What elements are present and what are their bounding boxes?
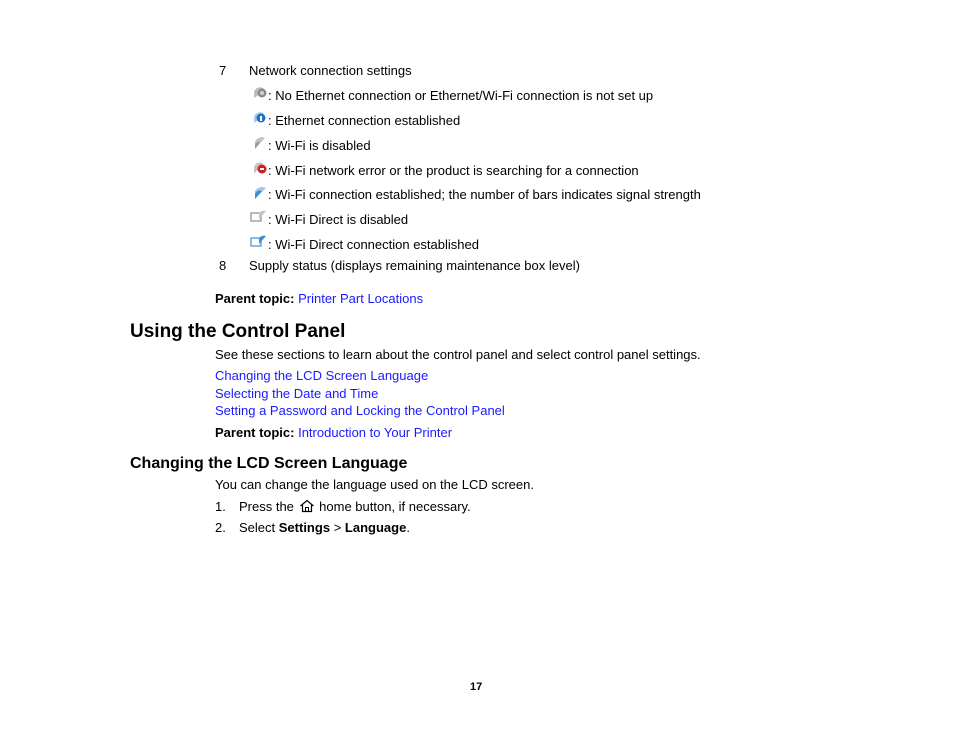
section-heading-using-control-panel: Using the Control Panel	[130, 321, 346, 342]
ethernet-not-set-up-icon	[251, 86, 269, 102]
link-introduction-to-printer[interactable]: Introduction to Your Printer	[298, 425, 453, 440]
section-heading-changing-lcd-language: Changing the LCD Screen Language	[130, 455, 408, 472]
icon-desc-wifi-direct-disabled: : Wi-Fi Direct is disabled	[268, 212, 409, 227]
step-number-1: 1.	[215, 499, 226, 514]
link-setting-password-lock[interactable]: Setting a Password and Locking the Control Panel	[215, 403, 505, 418]
item-title-supply-status: Supply status (displays remaining maintenance box level)	[249, 258, 580, 273]
page-number: 17	[470, 681, 483, 693]
icon-desc-wifi-established: : Wi-Fi connection established; the number of bars indicates signal strength	[268, 187, 701, 202]
step-2-before: Select	[239, 520, 276, 535]
ethernet-established-icon	[251, 111, 269, 127]
wifi-disabled-icon	[251, 136, 269, 152]
link-selecting-date-time[interactable]: Selecting the Date and Time	[215, 386, 379, 401]
step-1-before: Press the	[239, 499, 294, 514]
home-icon	[299, 499, 315, 513]
list-number-8: 8	[219, 258, 227, 273]
item-title-network-settings: Network connection settings	[249, 63, 412, 78]
link-printer-part-locations[interactable]: Printer Part Locations	[298, 291, 424, 306]
wifi-established-icon	[251, 186, 269, 202]
wifi-direct-established-icon	[250, 235, 268, 251]
step-1-after: home button, if necessary.	[319, 499, 471, 514]
step-2-end: .	[406, 520, 410, 535]
parent-topic-printer-parts	[215, 291, 423, 307]
icon-desc-ethernet-not-set-up: : No Ethernet connection or Ethernet/Wi-Fi connection is not set up	[268, 88, 654, 103]
icon-desc-wifi-error: : Wi-Fi network error or the product is searching for a connection	[268, 163, 639, 178]
section2-intro: You can change the language used on the LCD screen.	[215, 477, 534, 492]
icon-desc-ethernet-established: : Ethernet connection established	[268, 113, 461, 128]
section-intro: See these sections to learn about the control panel and select control panel settings.	[215, 347, 701, 362]
link-changing-lcd-language[interactable]: Changing the LCD Screen Language	[215, 368, 429, 383]
icon-desc-wifi-disabled: : Wi-Fi is disabled	[268, 138, 371, 153]
step-2-text	[239, 520, 410, 536]
icon-desc-wifi-direct-established: : Wi-Fi Direct connection established	[268, 237, 479, 252]
wifi-error-icon	[251, 161, 269, 177]
parent-topic-label: Parent topic:	[215, 291, 295, 306]
step-number-2: 2.	[215, 520, 226, 535]
menu-settings: Settings	[278, 520, 331, 535]
parent-topic-introduction	[215, 425, 452, 441]
parent-topic-label: Parent topic:	[215, 425, 295, 440]
step-1-text	[239, 499, 471, 515]
list-number-7: 7	[219, 63, 227, 78]
menu-separator: >	[333, 520, 342, 535]
menu-language: Language	[344, 520, 407, 535]
wifi-direct-disabled-icon	[250, 210, 268, 226]
